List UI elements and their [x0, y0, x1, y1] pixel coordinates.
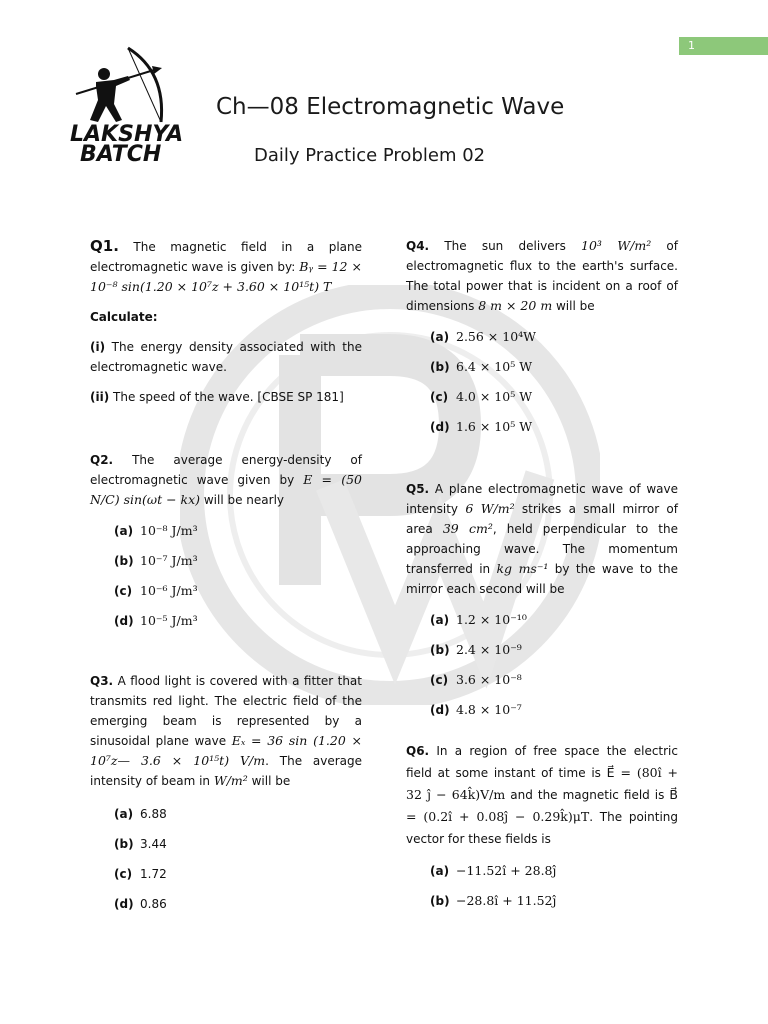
option-a[interactable]: [90, 799, 362, 829]
option-label: (c): [430, 390, 449, 404]
option-label: (d): [114, 614, 134, 628]
question-text: The average energy-density of electromagnetic wave given by: [90, 453, 362, 487]
option-a[interactable]: [90, 516, 362, 546]
question-text-tail: will be: [247, 774, 291, 788]
question-text: A plane electromagnetic wave of wave intensity: [406, 482, 678, 516]
option-value: 4.0 × 10⁵ W: [456, 389, 533, 404]
option-d[interactable]: [90, 889, 362, 919]
option-label: (c): [430, 673, 449, 687]
question-text: The sun delivers: [444, 239, 582, 253]
question-number: Q4.: [406, 239, 430, 253]
calculate-label: Calculate:: [90, 310, 158, 324]
logo-text-line1: LAKSHYA: [70, 122, 184, 147]
question-text-mid: of electromagnetic flux to the earth's surface. The total power that is incident on a roof of dimensions: [406, 239, 678, 313]
question-unit: kg ms⁻¹: [496, 561, 549, 576]
option-value: 2.4 × 10⁻⁹: [456, 642, 522, 657]
question-text: In a region of free space the electric field at some instant of time is: [406, 744, 678, 780]
option-label: (b): [430, 360, 450, 374]
question-6: [406, 740, 678, 916]
option-value: 2.56 × 10⁴W: [456, 329, 537, 344]
option-value: 3.6 × 10⁻⁸: [456, 672, 522, 687]
option-label: (c): [114, 584, 133, 598]
question-number: Q5.: [406, 482, 430, 496]
option-a[interactable]: [406, 605, 678, 635]
option-c[interactable]: [406, 382, 678, 412]
option-value: 0.86: [140, 897, 167, 911]
question-equation-2: 8 m × 20 m: [478, 298, 553, 313]
option-label: (a): [430, 864, 450, 878]
option-value: 1.72: [140, 867, 167, 881]
option-a[interactable]: [406, 856, 678, 886]
question-number: Q3.: [90, 674, 114, 688]
option-value: 4.8 × 10⁻⁷: [456, 702, 522, 717]
option-value: 10⁻⁵ J/m³: [140, 613, 198, 628]
option-label: (d): [430, 420, 450, 434]
question-equation: 10³ W/m²: [581, 238, 652, 253]
question-text-mid-2: , held perpendicular to the approaching wave. The momentum transferred in: [406, 522, 678, 576]
logo-text-line2: BATCH: [80, 142, 162, 167]
part-text: The energy density associated with the electromagnetic wave.: [90, 340, 362, 374]
page-subtitle: Daily Practice Problem 02: [254, 145, 486, 166]
option-d[interactable]: [90, 606, 362, 636]
option-label: (b): [114, 837, 134, 851]
option-value: −11.52î + 28.8ĵ: [456, 863, 557, 878]
option-value: −28.8î + 11.52ĵ: [456, 893, 557, 908]
question-text-tail: . The pointing vector for these fields is: [406, 810, 679, 846]
question-text-tail: will be: [552, 299, 595, 313]
option-label: (b): [430, 894, 450, 908]
question-3: [90, 671, 362, 919]
option-value: 1.6 × 10⁵ W: [456, 419, 533, 434]
question-number: Q1.: [90, 237, 119, 255]
option-b[interactable]: [406, 635, 678, 665]
option-d[interactable]: [406, 695, 678, 725]
question-text-mid: and the magnetic field is: [505, 788, 670, 802]
page-number-badge: 1: [679, 37, 768, 55]
part-label: (i): [90, 340, 106, 354]
option-value: 10⁻⁶ J/m³: [140, 583, 198, 598]
question-1: [90, 236, 362, 407]
question-text-mid: . The average intensity of beam in: [90, 754, 363, 788]
page-title: Ch—08 Electromagnetic Wave: [216, 94, 565, 120]
option-a[interactable]: [406, 322, 678, 352]
question-text-tail: will be nearly: [200, 493, 285, 507]
option-b[interactable]: [406, 352, 678, 382]
option-c[interactable]: [90, 576, 362, 606]
option-label: (c): [114, 867, 133, 881]
option-label: (a): [430, 613, 450, 627]
option-c[interactable]: [90, 859, 362, 889]
option-b[interactable]: [90, 829, 362, 859]
question-equation-2: B⃗ = (0.2î + 0.08ĵ − 0.29k̂)μT: [406, 787, 678, 824]
question-4: [406, 236, 678, 442]
part-label: (ii): [90, 390, 110, 404]
question-text: The magnetic field in a plane electromagnetic wave is given by:: [90, 240, 362, 274]
option-value: 1.2 × 10⁻¹⁰: [456, 612, 527, 627]
option-value: 6.88: [140, 807, 167, 821]
option-b[interactable]: [406, 886, 678, 916]
option-label: (b): [430, 643, 450, 657]
question-unit: W/m²: [213, 773, 248, 788]
question-equation: Eₓ = 36 sin (1.20 × 10⁷z— 3.6 × 10¹⁵t) V/m: [90, 733, 362, 768]
question-2: [90, 450, 362, 636]
question-equation: 6 W/m²: [465, 501, 515, 516]
question-5: [406, 479, 678, 725]
option-c[interactable]: [406, 665, 678, 695]
question-text: A flood light is covered with a fitter that transmits red light. The electric field of the emerging beam is represented by a sinusoidal plane wave: [90, 674, 362, 748]
option-label: (a): [114, 524, 134, 538]
question-equation: E⃗ = (80î + 32 ĵ − 64k̂)V/m: [406, 765, 678, 802]
option-d[interactable]: [406, 412, 678, 442]
question-equation: Bᵧ = 12 × 10⁻⁸ sin(1.20 × 10⁷z + 3.60 × 10¹⁵t) T: [90, 259, 362, 294]
option-value: 10⁻⁸ J/m³: [140, 523, 198, 538]
question-text-mid: strikes a small mirror of area: [406, 502, 679, 536]
option-label: (b): [114, 554, 134, 568]
option-label: (a): [114, 807, 134, 821]
option-label: (d): [114, 897, 134, 911]
question-number: Q2.: [90, 453, 114, 467]
option-label: (a): [430, 330, 450, 344]
question-number: Q6.: [406, 744, 430, 758]
question-equation-2: 39 cm²: [442, 521, 493, 536]
option-label: (d): [430, 703, 450, 717]
option-value: 10⁻⁷ J/m³: [140, 553, 198, 568]
question-text-tail: by the wave to the mirror each second will be: [406, 562, 678, 596]
question-equation: E = (50 N/C) sin(ωt − kx): [90, 472, 362, 507]
part-text: The speed of the wave. [CBSE SP 181]: [113, 390, 344, 404]
option-value: 6.4 × 10⁵ W: [456, 359, 533, 374]
option-b[interactable]: [90, 546, 362, 576]
option-value: 3.44: [140, 837, 167, 851]
